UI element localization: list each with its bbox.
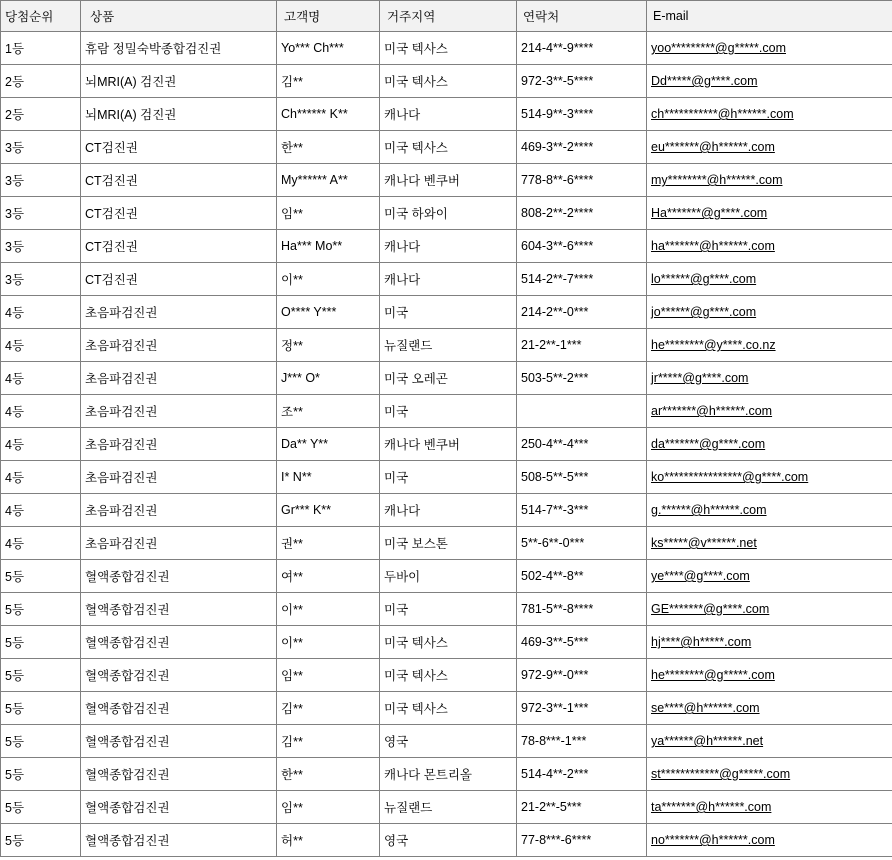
- table-row: [1, 263, 892, 296]
- cell-email[interactable]: ta*******@h******.com: [647, 791, 892, 824]
- cell-prize: 초음파검진권: [81, 296, 277, 329]
- cell-name: 김**: [277, 692, 380, 725]
- cell-name: 여**: [277, 560, 380, 593]
- cell-name: 이**: [277, 263, 380, 296]
- table-row: [1, 197, 892, 230]
- table-row: [1, 32, 892, 65]
- table-row: [1, 593, 892, 626]
- cell-prize: 뇌MRI(A) 검진권: [81, 65, 277, 98]
- cell-phone: [517, 395, 647, 428]
- cell-rank: 4등: [1, 329, 81, 362]
- cell-prize: 휴람 정밀숙박종합검진권: [81, 32, 277, 65]
- cell-phone: 514-7**-3***: [517, 494, 647, 527]
- table-row: [1, 824, 892, 857]
- cell-name: J*** O*: [277, 362, 380, 395]
- cell-region: 미국: [380, 395, 517, 428]
- cell-prize: 초음파검진권: [81, 494, 277, 527]
- header-row: [1, 1, 892, 32]
- cell-phone: 781-5**-8****: [517, 593, 647, 626]
- cell-rank: 2등: [1, 98, 81, 131]
- cell-rank: 3등: [1, 131, 81, 164]
- column-header-email: E-mail: [647, 1, 892, 32]
- cell-name: 김**: [277, 725, 380, 758]
- cell-prize: 뇌MRI(A) 검진권: [81, 98, 277, 131]
- cell-name: 임**: [277, 791, 380, 824]
- table-row: [1, 65, 892, 98]
- column-header-phone: 연락처: [517, 1, 647, 32]
- cell-name: My****** A**: [277, 164, 380, 197]
- cell-name: 이**: [277, 626, 380, 659]
- cell-email[interactable]: lo******@g****.com: [647, 263, 892, 296]
- cell-rank: 2등: [1, 65, 81, 98]
- cell-name: Ha*** Mo**: [277, 230, 380, 263]
- cell-email[interactable]: he********@y****.co.nz: [647, 329, 892, 362]
- table-header: [1, 1, 892, 32]
- cell-name: Da** Y**: [277, 428, 380, 461]
- table-row: [1, 527, 892, 560]
- table-row: [1, 362, 892, 395]
- cell-email[interactable]: ha*******@h******.com: [647, 230, 892, 263]
- cell-name: 김**: [277, 65, 380, 98]
- cell-rank: 4등: [1, 527, 81, 560]
- cell-region: 캐나다 몬트리올: [380, 758, 517, 791]
- table-row: [1, 395, 892, 428]
- column-header-rank: 당첨순위: [1, 1, 81, 32]
- cell-rank: 3등: [1, 164, 81, 197]
- cell-email[interactable]: ko****************@g****.com: [647, 461, 892, 494]
- cell-email[interactable]: eu*******@h******.com: [647, 131, 892, 164]
- cell-name: Ch****** K**: [277, 98, 380, 131]
- cell-region: 미국 텍사스: [380, 659, 517, 692]
- column-header-name: 고객명: [277, 1, 380, 32]
- table-row: [1, 494, 892, 527]
- table-row: [1, 461, 892, 494]
- cell-email[interactable]: Ha*******@g****.com: [647, 197, 892, 230]
- cell-rank: 4등: [1, 395, 81, 428]
- cell-email[interactable]: ye****@g****.com: [647, 560, 892, 593]
- cell-region: 영국: [380, 824, 517, 857]
- cell-prize: 혈액종합검진권: [81, 791, 277, 824]
- table-row: [1, 560, 892, 593]
- cell-phone: 514-9**-3****: [517, 98, 647, 131]
- cell-phone: 503-5**-2***: [517, 362, 647, 395]
- cell-prize: 혈액종합검진권: [81, 725, 277, 758]
- cell-region: 캐나다: [380, 230, 517, 263]
- table-row: [1, 296, 892, 329]
- cell-prize: CT검진권: [81, 164, 277, 197]
- cell-rank: 4등: [1, 428, 81, 461]
- cell-phone: 972-3**-1***: [517, 692, 647, 725]
- cell-email[interactable]: jr*****@g****.com: [647, 362, 892, 395]
- cell-rank: 5등: [1, 824, 81, 857]
- cell-email[interactable]: hj****@h*****.com: [647, 626, 892, 659]
- cell-name: 임**: [277, 659, 380, 692]
- cell-prize: 혈액종합검진권: [81, 692, 277, 725]
- cell-region: 미국 오레곤: [380, 362, 517, 395]
- cell-phone: 502-4**-8**: [517, 560, 647, 593]
- cell-name: Gr*** K**: [277, 494, 380, 527]
- cell-region: 미국 하와이: [380, 197, 517, 230]
- cell-prize: 초음파검진권: [81, 428, 277, 461]
- cell-phone: 604-3**-6****: [517, 230, 647, 263]
- table-row: [1, 230, 892, 263]
- cell-phone: 250-4**-4***: [517, 428, 647, 461]
- table-row: [1, 692, 892, 725]
- cell-region: 미국: [380, 461, 517, 494]
- cell-phone: 5**-6**-0***: [517, 527, 647, 560]
- cell-phone: 214-2**-0***: [517, 296, 647, 329]
- cell-name: Yo*** Ch***: [277, 32, 380, 65]
- cell-email[interactable]: no*******@h******.com: [647, 824, 892, 857]
- cell-region: 미국 보스톤: [380, 527, 517, 560]
- cell-phone: 972-9**-0***: [517, 659, 647, 692]
- cell-email[interactable]: Dd*****@g****.com: [647, 65, 892, 98]
- table-row: [1, 329, 892, 362]
- cell-rank: 5등: [1, 560, 81, 593]
- cell-rank: 4등: [1, 362, 81, 395]
- cell-prize: 혈액종합검진권: [81, 758, 277, 791]
- cell-name: O**** Y***: [277, 296, 380, 329]
- table-row: [1, 164, 892, 197]
- cell-name: 임**: [277, 197, 380, 230]
- cell-rank: 5등: [1, 659, 81, 692]
- cell-rank: 5등: [1, 725, 81, 758]
- cell-region: 영국: [380, 725, 517, 758]
- cell-name: I* N**: [277, 461, 380, 494]
- cell-region: 미국 텍사스: [380, 692, 517, 725]
- cell-email[interactable]: ks*****@v******.net: [647, 527, 892, 560]
- table-row: [1, 626, 892, 659]
- table-row: [1, 131, 892, 164]
- cell-email[interactable]: st************@g*****.com: [647, 758, 892, 791]
- cell-rank: 5등: [1, 758, 81, 791]
- cell-phone: 77-8***-6****: [517, 824, 647, 857]
- cell-phone: 469-3**-5***: [517, 626, 647, 659]
- cell-region: 미국 텍사스: [380, 131, 517, 164]
- cell-phone: 21-2**-5***: [517, 791, 647, 824]
- cell-prize: 초음파검진권: [81, 527, 277, 560]
- cell-email[interactable]: he********@g*****.com: [647, 659, 892, 692]
- cell-prize: CT검진권: [81, 131, 277, 164]
- cell-prize: CT검진권: [81, 263, 277, 296]
- cell-prize: 초음파검진권: [81, 329, 277, 362]
- table-body: [1, 32, 892, 857]
- table-row: [1, 428, 892, 461]
- cell-rank: 5등: [1, 593, 81, 626]
- column-header-prize: 상품: [81, 1, 277, 32]
- cell-name: 허**: [277, 824, 380, 857]
- cell-region: 미국: [380, 593, 517, 626]
- column-header-region: 거주지역: [380, 1, 517, 32]
- cell-name: 조**: [277, 395, 380, 428]
- cell-phone: 514-2**-7****: [517, 263, 647, 296]
- cell-email[interactable]: jo******@g****.com: [647, 296, 892, 329]
- cell-name: 한**: [277, 758, 380, 791]
- cell-rank: 3등: [1, 263, 81, 296]
- cell-prize: 초음파검진권: [81, 362, 277, 395]
- table-row: [1, 98, 892, 131]
- cell-email[interactable]: ch***********@h******.com: [647, 98, 892, 131]
- cell-rank: 3등: [1, 230, 81, 263]
- cell-rank: 5등: [1, 692, 81, 725]
- cell-phone: 78-8***-1***: [517, 725, 647, 758]
- cell-phone: 21-2**-1***: [517, 329, 647, 362]
- cell-region: 미국 텍사스: [380, 626, 517, 659]
- table-row: [1, 725, 892, 758]
- cell-phone: 508-5**-5***: [517, 461, 647, 494]
- cell-phone: 778-8**-6****: [517, 164, 647, 197]
- cell-region: 두바이: [380, 560, 517, 593]
- cell-name: 권**: [277, 527, 380, 560]
- cell-email[interactable]: se****@h******.com: [647, 692, 892, 725]
- cell-email[interactable]: ya******@h******.net: [647, 725, 892, 758]
- cell-prize: 초음파검진권: [81, 395, 277, 428]
- cell-region: 미국 텍사스: [380, 32, 517, 65]
- cell-rank: 4등: [1, 296, 81, 329]
- cell-email[interactable]: ar*******@h******.com: [647, 395, 892, 428]
- cell-phone: 514-4**-2***: [517, 758, 647, 791]
- cell-region: 캐나다: [380, 494, 517, 527]
- cell-region: 미국: [380, 296, 517, 329]
- cell-rank: 1등: [1, 32, 81, 65]
- cell-region: 캐나다 벤쿠버: [380, 428, 517, 461]
- cell-region: 미국 텍사스: [380, 65, 517, 98]
- cell-prize: 초음파검진권: [81, 461, 277, 494]
- cell-phone: 972-3**-5****: [517, 65, 647, 98]
- cell-email[interactable]: g.******@h******.com: [647, 494, 892, 527]
- cell-region: 뉴질랜드: [380, 329, 517, 362]
- cell-email[interactable]: GE*******@g****.com: [647, 593, 892, 626]
- cell-prize: 혈액종합검진권: [81, 659, 277, 692]
- cell-rank: 5등: [1, 626, 81, 659]
- cell-email[interactable]: my********@h******.com: [647, 164, 892, 197]
- cell-email[interactable]: yoo*********@g*****.com: [647, 32, 892, 65]
- cell-prize: 혈액종합검진권: [81, 824, 277, 857]
- table-row: [1, 659, 892, 692]
- cell-region: 캐나다 벤쿠버: [380, 164, 517, 197]
- table-row: [1, 791, 892, 824]
- cell-phone: 808-2**-2****: [517, 197, 647, 230]
- cell-region: 캐나다: [380, 98, 517, 131]
- cell-prize: 혈액종합검진권: [81, 626, 277, 659]
- cell-name: 한**: [277, 131, 380, 164]
- table-row: [1, 758, 892, 791]
- cell-phone: 214-4**-9****: [517, 32, 647, 65]
- cell-prize: CT검진권: [81, 230, 277, 263]
- cell-name: 이**: [277, 593, 380, 626]
- cell-rank: 5등: [1, 791, 81, 824]
- cell-rank: 3등: [1, 197, 81, 230]
- cell-prize: CT검진권: [81, 197, 277, 230]
- cell-rank: 4등: [1, 461, 81, 494]
- cell-rank: 4등: [1, 494, 81, 527]
- cell-name: 정**: [277, 329, 380, 362]
- cell-phone: 469-3**-2****: [517, 131, 647, 164]
- cell-prize: 혈액종합검진권: [81, 593, 277, 626]
- cell-region: 뉴질랜드: [380, 791, 517, 824]
- cell-region: 캐나다: [380, 263, 517, 296]
- cell-email[interactable]: da*******@g****.com: [647, 428, 892, 461]
- cell-prize: 혈액종합검진권: [81, 560, 277, 593]
